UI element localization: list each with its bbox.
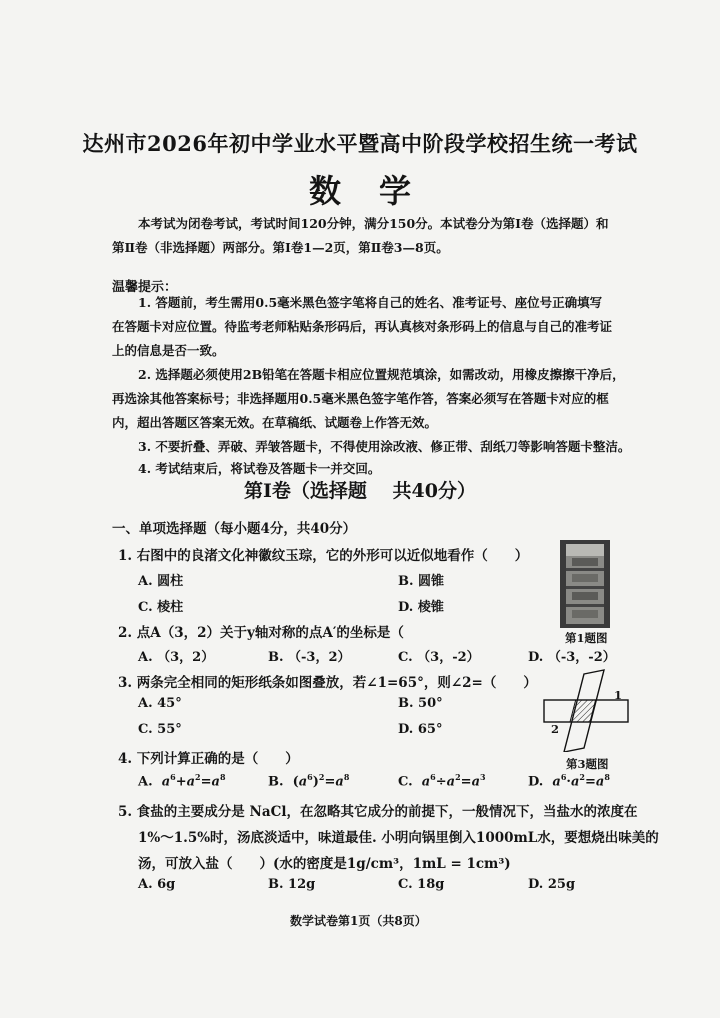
q4-option-a-label: A. bbox=[138, 774, 153, 790]
q2-option-d: D. （-3，-2） bbox=[528, 650, 616, 665]
q5-stem-line-3: 汤，可放入盐（ ）(水的密度是1g/cm³，1mL = 1cm³) bbox=[138, 856, 511, 872]
q4-stem: 4. 下列计算正确的是（ ） bbox=[118, 751, 299, 767]
q4-option-a: A. $a^6+a^2=a^8$ bbox=[138, 772, 226, 790]
intro-line-1: 本考试为闭卷考试，考试时间120分钟，满分150分。本试卷分为第Ⅰ卷（选择题）和 bbox=[138, 216, 609, 231]
q1-option-d: D. 棱锥 bbox=[398, 600, 444, 615]
q1-option-c: C. 棱柱 bbox=[138, 600, 184, 615]
notice-line: 在答题卡对应位置。待监考老师粘贴条形码后，再认真核对条形码上的信息与自己的准考证 bbox=[112, 319, 613, 334]
q2-option-b: B. （-3，2） bbox=[268, 650, 351, 665]
q3-option-c: C. 55° bbox=[138, 722, 182, 737]
q4-option-b: B. $(a^6)^2=a^8$ bbox=[268, 772, 350, 790]
q5-option-c: C. 18g bbox=[398, 877, 445, 892]
notice-line: 1. 答题前，考生需用0.5毫米黑色签字笔将自己的姓名、准考证号、座位号正确填写 bbox=[138, 295, 603, 310]
notice-line: 内，超出答题区答案无效。在草稿纸、试题卷上作答无效。 bbox=[112, 415, 438, 430]
q2-stem: 2. 点A（3，2）关于y轴对称的点A′的坐标是（ bbox=[118, 625, 404, 641]
q2-option-c: C. （3，-2） bbox=[398, 650, 480, 665]
q1-option-b: B. 圆锥 bbox=[398, 574, 445, 589]
q4-option-d-label: D. bbox=[528, 774, 544, 790]
q5-option-d: D. 25g bbox=[528, 877, 576, 892]
q1-option-a: A. 圆柱 bbox=[138, 574, 184, 589]
q3-figure-caption: 第3题图 bbox=[566, 757, 609, 771]
notice-line: 2. 选择题必须使用2B铅笔在答题卡相应位置规范填涂，如需改动，用橡皮擦擦干净后， bbox=[138, 367, 625, 382]
notice-line: 上的信息是否一致。 bbox=[112, 343, 225, 358]
q4-option-c: C. $a^6\div a^2=a^3$ bbox=[398, 772, 486, 790]
q3-option-d: D. 65° bbox=[398, 722, 443, 737]
q5-option-a: A. 6g bbox=[138, 877, 176, 892]
notice-line: 3. 不要折叠、弄破、弄皱答题卡，不得使用涂改液、修正带、刮纸刀等影响答题卡整洁。 bbox=[138, 439, 631, 454]
q3-option-a: A. 45° bbox=[138, 696, 182, 711]
intro-line-2: 第Ⅱ卷（非选择题）两部分。第Ⅰ卷1—2页，第Ⅱ卷3—8页。 bbox=[112, 240, 449, 255]
q5-option-b: B. 12g bbox=[268, 877, 316, 892]
q3-angle-2-label: 2 bbox=[551, 722, 560, 736]
page-footer: 数学试卷第1页（共8页） bbox=[290, 914, 427, 928]
exam-title: 达州市2026年初中学业水平暨高中阶段学校招生统一考试 bbox=[82, 131, 638, 156]
notice-line: 4. 考试结束后，将试卷及答题卡一并交回。 bbox=[138, 461, 381, 476]
q5-stem-line-2: 1%～1.5%时，汤底淡适中，味道最佳. 小明向锅里倒入1000mL水，要想烧出味美的 bbox=[138, 830, 659, 846]
q4-option-c-label: C. bbox=[398, 774, 413, 790]
q3-stem: 3. 两条完全相同的矩形纸条如图叠放，若∠1=65°，则∠2=（ ） bbox=[118, 675, 537, 691]
q3-strips-figure bbox=[540, 668, 632, 752]
jade-cong-photo bbox=[560, 540, 610, 628]
q1-figure-caption: 第1题图 bbox=[565, 631, 608, 645]
section-heading: 第Ⅰ卷（选择题 共40分） bbox=[244, 480, 476, 502]
q5-stem-line-1: 5. 食盐的主要成分是 NaCl，在忽略其它成分的前提下，一般情况下，当盐水的浓度在 bbox=[118, 804, 638, 820]
notice-title: 温馨提示： bbox=[112, 280, 178, 295]
q2-option-a: A. （3，2） bbox=[138, 650, 215, 665]
notice-line: 再选涂其他答案标号；非选择题用0.5毫米黑色签字笔作答，答案必须写在答题卡对应的框 bbox=[112, 391, 609, 406]
q1-stem: 1. 右图中的良渚文化神徽纹玉琮，它的外形可以近似地看作（ ） bbox=[118, 548, 529, 564]
part-heading: 一、单项选择题（每小题4分，共40分） bbox=[112, 521, 357, 537]
q3-option-b: B. 50° bbox=[398, 696, 443, 711]
q4-option-b-label: B. bbox=[268, 774, 284, 790]
q4-option-d: D. $a^6\cdot a^2=a^8$ bbox=[528, 772, 610, 790]
subject-title: 数学 bbox=[308, 172, 449, 210]
q3-angle-1-label: 1 bbox=[614, 688, 623, 702]
